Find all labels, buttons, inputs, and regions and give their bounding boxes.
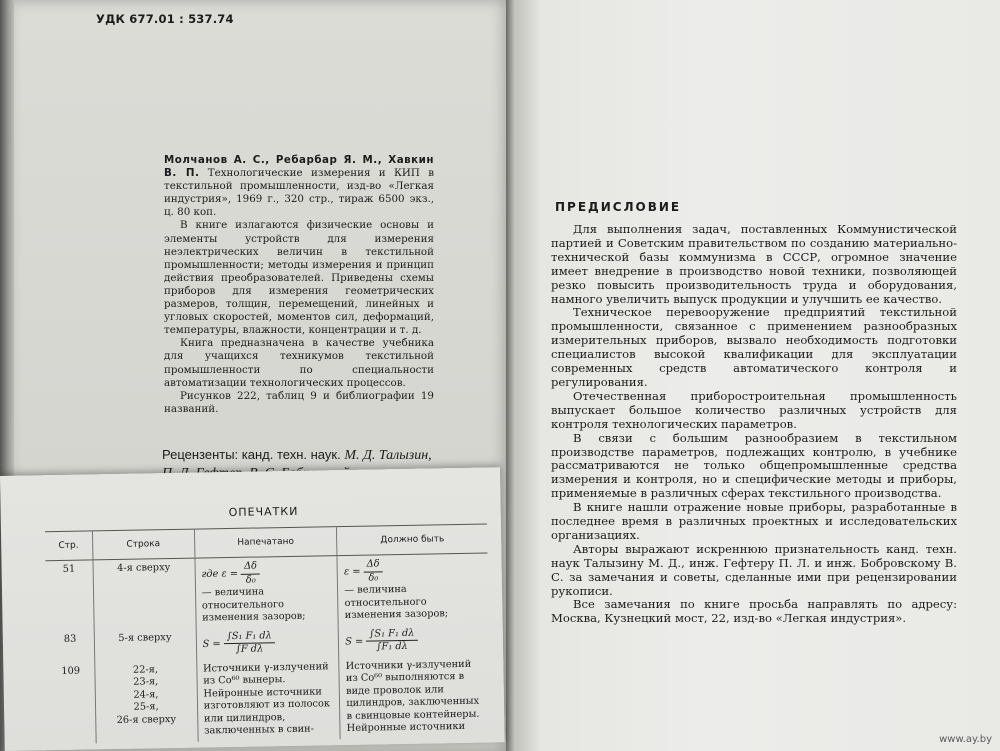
- fraction-denominator: δ₀: [368, 571, 379, 584]
- formula-prefix: S =: [345, 635, 364, 647]
- fraction-numerator: Δδ: [363, 558, 382, 572]
- errata-printed-text: — величина относительного изменения зазоров;: [201, 586, 306, 624]
- preface-paragraph: В связи с большим разнообразием в текстильном производстве параметров, подлежащих контролю, в учебнике рассматриваются не только общепромышленные средства измерения и контроля, но и специфические методы и приборы, применяемые в различных сферах текстильного производства.: [551, 430, 957, 501]
- preface-paragraph: Отечественная приборостроительная промышленность выпускает большое количество различных устройств для контроля технологических параметров.: [551, 388, 957, 431]
- biblio-record: [164, 154, 434, 219]
- reviewers-names: М. Д. Талызин,: [344, 448, 432, 463]
- errata-page: 83: [63, 633, 77, 645]
- formula-prefix: S =: [202, 638, 221, 650]
- formula-prefix: где ε: [201, 568, 227, 580]
- col-page: Стр.: [45, 531, 93, 561]
- errata-correct: [338, 623, 489, 658]
- preface-paragraph: Для выполнения задач, поставленных Коммунистической партией и Советским правительством по созданию материально-технической базы коммунизма в СССР, огромное значение имеет внедрение в производство новой техники, позволяющей резко повысить производительность труда и оборудования, намного увеличить выпуск продукции и улучшить ее качество.: [551, 222, 957, 306]
- biblio-title: Технологические измерения и КИП в текстильной промышленности, изд-во «Легкая индустрия», 1969 г., 320 стр., тираж 6500 экз., ц. 80 коп.: [164, 167, 434, 219]
- fraction: [366, 627, 418, 654]
- preface-paragraph: Все замечания по книге просьба направлять по адресу: Москва, Кузнецкий мост, 22, изд-во «Легкая индустрия».: [551, 597, 957, 626]
- errata-line-item: 26-я сверху: [116, 713, 177, 726]
- errata-page: 51: [62, 563, 76, 575]
- annotation-paragraph-2: Книга предназначена в качестве учебника для учащихся техникумов текстильной промышленности по специальности автоматизации технологических процессов.: [164, 337, 434, 389]
- watermark: www.ay.by: [939, 734, 992, 745]
- errata-printed: [196, 626, 339, 660]
- preface-paragraph: Техническое перевооружение предприятий текстильной промышленности, связанное с применением разнообразных измерительных приборов, вызвало необходимость подготовки специалистов высокой квалификации для эксплуатации современных средств автоматического контроля и регулирования.: [551, 305, 957, 389]
- errata-printed: где ε = $\frac{\Delta\delta}{\text{δ₀}}$ — величина относительного изменения зазоров;: [195, 556, 339, 628]
- errata-line-item: 25-я,: [133, 701, 159, 713]
- reviewers-label: Рецензенты: канд. техн. наук.: [162, 447, 341, 462]
- udk-code: УДК 677.01 : 537.74: [96, 12, 234, 26]
- book-gutter: [506, 0, 516, 751]
- fraction-numerator: ∫S₁ F₁ dλ: [224, 630, 275, 644]
- fraction: [241, 560, 260, 586]
- bibliographic-annotation: [164, 154, 434, 416]
- biblio-authors: Молчанов А. С., Ребарбар Я. М., Хавкин В. П.: [164, 154, 434, 180]
- preface-title: ПРЕДИСЛОВИЕ: [555, 200, 682, 214]
- errata-correct-text: — величина относительного изменения зазоров;: [344, 583, 449, 622]
- fraction: [224, 630, 276, 657]
- errata-slip: [0, 467, 505, 751]
- errata-line-item: 24-я,: [133, 688, 159, 701]
- errata-row: [47, 655, 490, 744]
- preface-paragraph: Авторы выражают искреннюю признательность канд. техн. наук Талызину М. Д., инж. Гефтеру П. Л. и инж. Бобровскому В. С. за замечания и советы, сделанные ими при рецензировании рукописи.: [551, 541, 957, 598]
- errata-correct: ε = $\frac{\Delta\delta}{\text{δ₀}}$ — величина относительного изменения зазоров;: [337, 553, 488, 626]
- fraction-denominator: ∫F₁ dλ: [376, 640, 408, 653]
- annotation-paragraph-3: Рисунков 222, таблиц 9 и библиографии 19 названий.: [164, 389, 434, 415]
- errata-line: [94, 660, 198, 743]
- errata-line-item: 22-я,: [132, 663, 159, 676]
- errata-line-item: 23-я,: [133, 676, 159, 688]
- col-correct: Должно быть: [337, 524, 488, 556]
- fraction-denominator: δ₀: [245, 574, 256, 586]
- errata-correct-text: Источники γ-излучений из Co⁶⁰ выполняются в виде проволок или цилиндров, заключенных в свинцовые контейнеры. Нейронные источники: [339, 655, 491, 739]
- errata-printed-text: Источники γ-излучений из Co⁶⁰ вынеры. Нейронные источники изготовляют из полосок или цилиндров, заключенных в свин-: [196, 658, 340, 741]
- fraction-numerator: Δδ: [241, 560, 260, 574]
- errata-title: ОПЕЧАТКИ: [228, 504, 299, 520]
- errata-page: 109: [61, 665, 81, 677]
- fraction-numerator: ∫S₁ F₁ dλ: [366, 627, 417, 641]
- fraction: [363, 558, 382, 584]
- preface-paragraph: В книге нашли отражение новые приборы, разработанные в последнее время в различных проектных и исследовательских организациях.: [551, 500, 957, 542]
- formula-prefix: ε: [343, 566, 350, 578]
- col-printed: Напечатано: [194, 527, 337, 558]
- annotation-paragraph-1: В книге излагаются физические основы и элементы устройств для измерения неэлектрических величин в текстильной промышленности; методы измерения и принцип действия преобразователей. Приведены схемы приборов для измерения геометрических размеров, толщин, перемещений, линейных и угловых скоростей, моментов сил, деформаций, температуры, влажности, концентрации и т. д.: [164, 219, 434, 337]
- preface-text: [551, 223, 957, 626]
- errata-row: [45, 553, 488, 631]
- errata-line: 5-я сверху: [94, 628, 197, 662]
- fraction-denominator: ∫F dλ: [235, 643, 264, 655]
- errata-line: 4-я сверху: [93, 558, 196, 630]
- errata-table: [45, 524, 491, 744]
- col-line: Строка: [92, 529, 195, 560]
